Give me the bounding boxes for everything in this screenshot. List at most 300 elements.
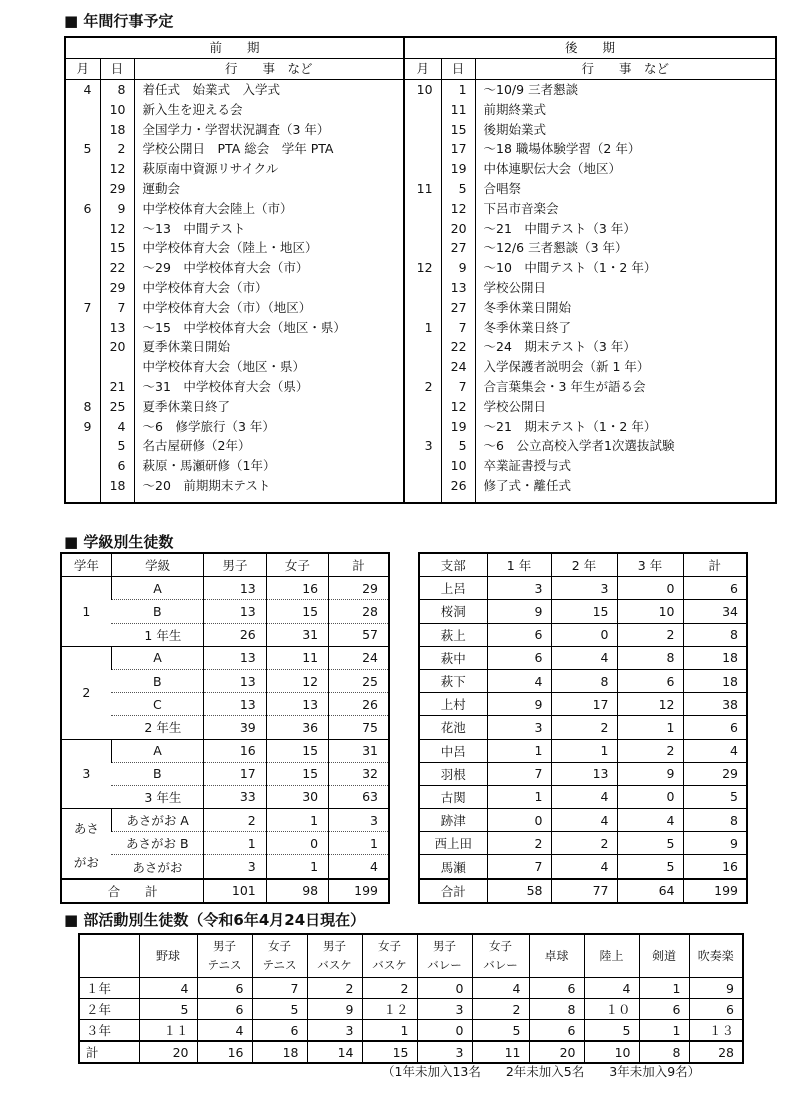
class-header: 学級 — [111, 553, 204, 577]
year1-count: 2 — [487, 832, 551, 855]
second-half-day: 27 — [441, 298, 475, 318]
district-name: 萩中 — [419, 646, 487, 669]
second-half-month — [404, 357, 441, 377]
schedule-row — [65, 120, 776, 140]
first-half-month — [65, 456, 100, 476]
first-half-day: 18 — [100, 476, 134, 496]
second-half-day: 7 — [441, 318, 475, 338]
district-row — [419, 762, 747, 785]
year2-count: 2 — [551, 716, 617, 739]
second-half-event: 中体連駅伝大会（地区） — [475, 159, 776, 179]
schedule-row — [65, 100, 776, 120]
class-total: 26 — [329, 693, 389, 716]
class-total: 32 — [329, 762, 389, 785]
first-half-month — [65, 100, 100, 120]
girls-header: 女子 — [266, 553, 328, 577]
second-half-month: 3 — [404, 436, 441, 456]
second-half-day: 19 — [441, 417, 475, 437]
year1-count: 9 — [487, 693, 551, 716]
class-name: 1 年生 — [111, 623, 204, 646]
club-name-header — [362, 934, 417, 978]
district-total: 18 — [683, 669, 747, 692]
first-half-event: 萩原・馬瀬研修（1年） — [134, 456, 404, 476]
year3-count: 0 — [617, 577, 683, 600]
second-half-event: 前期終業式 — [475, 100, 776, 120]
boys-count: 17 — [204, 762, 266, 785]
district-total: 29 — [683, 762, 747, 785]
grand-total-boys: 101 — [204, 879, 266, 903]
district-row — [419, 623, 747, 646]
class-row — [61, 577, 389, 600]
class-table — [60, 552, 390, 904]
club-name-header — [197, 934, 252, 978]
first-half-event: 中学校体育大会（陸上・地区） — [134, 238, 404, 258]
girls-count: 30 — [266, 785, 328, 808]
boys-count: 13 — [204, 600, 266, 623]
club-grade-label: １年 — [79, 978, 139, 999]
first-half-event: ～29 中学校体育大会（市） — [134, 258, 404, 278]
club-count: 1 — [639, 978, 689, 999]
class-total: 57 — [329, 623, 389, 646]
year3-count: 5 — [617, 855, 683, 879]
first-half-event: 夏季休業日開始 — [134, 337, 404, 357]
first-half-event: 名古屋研修（2年） — [134, 436, 404, 456]
first-half-month — [65, 377, 100, 397]
sum-header: 計 — [683, 553, 747, 577]
boys-count: 33 — [204, 785, 266, 808]
club-name-line1: 女子 — [378, 939, 401, 953]
first-half-month — [65, 278, 100, 298]
second-half-month: 10 — [404, 80, 441, 100]
club-name-header — [139, 934, 197, 978]
second-half-event: 学校公開日 — [475, 397, 776, 417]
district-row — [419, 785, 747, 808]
club-name-line2: バレー — [427, 958, 462, 972]
schedule-row — [65, 199, 776, 219]
year3-total: 64 — [617, 879, 683, 903]
club-name-line1: 剣道 — [651, 948, 676, 963]
club-count: 0 — [417, 978, 472, 999]
club-count: 5 — [472, 1020, 529, 1042]
girls-count: 15 — [266, 762, 328, 785]
boys-count: 3 — [204, 855, 266, 879]
second-half-day: 7 — [441, 377, 475, 397]
class-row — [61, 739, 389, 762]
schedule-row — [65, 476, 776, 496]
girls-count: 13 — [266, 693, 328, 716]
schedule-row — [65, 436, 776, 456]
first-half-event: ～15 中学校体育大会（地区・県） — [134, 318, 404, 338]
club-total-label: 計 — [79, 1041, 139, 1063]
schedule-row — [65, 377, 776, 397]
second-half-month — [404, 476, 441, 496]
second-half-month: 1 — [404, 318, 441, 338]
second-half-day: 24 — [441, 357, 475, 377]
year1-header: 1 年 — [487, 553, 551, 577]
club-count: 0 — [417, 1020, 472, 1042]
year2-count: 0 — [551, 623, 617, 646]
club-name-line2: バスケ — [372, 958, 407, 972]
first-half-month — [65, 318, 100, 338]
club-count: １２ — [362, 999, 417, 1020]
district-row — [419, 739, 747, 762]
schedule-row — [65, 397, 776, 417]
month-header: 月 — [404, 59, 441, 80]
club-count: 2 — [472, 999, 529, 1020]
first-half-event: 萩原南中資源リサイクル — [134, 159, 404, 179]
district-total: 18 — [683, 646, 747, 669]
first-half-day: 12 — [100, 219, 134, 239]
schedule-row — [65, 219, 776, 239]
schedule-row — [65, 139, 776, 159]
club-name-line2: テニス — [262, 958, 297, 972]
second-half-event: ～12/6 三者懇談（3 年） — [475, 238, 776, 258]
boys-count: 2 — [204, 809, 266, 832]
first-half-month: 8 — [83, 398, 92, 414]
first-half-month — [65, 159, 100, 179]
first-half-month — [65, 238, 100, 258]
club-total-count: 3 — [417, 1041, 472, 1063]
club-total-count: 8 — [639, 1041, 689, 1063]
first-half-month: 9 — [83, 418, 92, 434]
first-half-day: 7 — [100, 298, 134, 318]
district-row — [419, 716, 747, 739]
class-total: 75 — [329, 716, 389, 739]
year1-count: 3 — [487, 577, 551, 600]
schedule-row — [65, 179, 776, 199]
unaffiliated-footnote: （1年未加入13名 2年未加入5名 3年未加入9名） — [382, 1064, 701, 1079]
club-grade-label: ３年 — [79, 1020, 139, 1042]
first-half-month — [65, 436, 100, 456]
second-half-month — [404, 337, 441, 357]
schedule-row — [65, 456, 776, 476]
grade-label: 1 — [61, 577, 111, 647]
clubs-title: ■ 部活動別生徒数（令和6年4月24日現在） — [64, 911, 366, 929]
class-name: A — [111, 646, 204, 669]
year2-count: 4 — [551, 785, 617, 808]
district-total-row — [419, 879, 747, 903]
second-half-day: 15 — [441, 120, 475, 140]
year3-count: 1 — [617, 716, 683, 739]
district-total: 6 — [683, 716, 747, 739]
grade-label: 2 — [61, 646, 111, 739]
first-half-day: 8 — [100, 80, 134, 100]
club-name-header — [252, 934, 307, 978]
second-half-event: 下呂市音楽会 — [475, 199, 776, 219]
district-name: 西上田 — [419, 832, 487, 855]
girls-count: 1 — [266, 855, 328, 879]
first-half-event: 着任式 始業式 入学式 — [134, 80, 404, 100]
club-name-line2: テニス — [207, 958, 242, 972]
second-half-event: ～24 期末テスト（3 年） — [475, 337, 776, 357]
district-name: 萩下 — [419, 669, 487, 692]
second-half-month — [404, 397, 441, 417]
club-count: 6 — [529, 978, 584, 999]
club-total-count: 20 — [529, 1041, 584, 1063]
class-name: 3 年生 — [111, 785, 204, 808]
boys-count: 13 — [204, 646, 266, 669]
second-half-event: ～10 中間テスト（1・2 年） — [475, 258, 776, 278]
events-header: 行 事 など — [475, 59, 776, 80]
district-grand-total: 199 — [683, 879, 747, 903]
year2-count: 2 — [551, 832, 617, 855]
girls-count: 16 — [266, 577, 328, 600]
second-half-event: 合唱祭 — [475, 179, 776, 199]
district-row — [419, 600, 747, 623]
schedule-row — [65, 357, 776, 377]
first-half-event: ～6 修学旅行（3 年） — [134, 417, 404, 437]
schedule-row — [65, 159, 776, 179]
class-total: 28 — [329, 600, 389, 623]
club-count: 2 — [307, 978, 362, 999]
first-half-event: ～20 前期期末テスト — [134, 476, 404, 496]
year1-count: 1 — [487, 785, 551, 808]
class-total: 25 — [329, 669, 389, 692]
class-total-row — [61, 879, 389, 903]
year3-count: 8 — [617, 646, 683, 669]
second-half-day: 9 — [441, 258, 475, 278]
class-name: C — [111, 693, 204, 716]
first-half-event: 運動会 — [134, 179, 404, 199]
boys-header: 男子 — [204, 553, 266, 577]
district-name: 古関 — [419, 785, 487, 808]
year2-count: 3 — [551, 577, 617, 600]
club-name-line1: 卓球 — [544, 948, 569, 963]
second-half-event: ～21 中間テスト（3 年） — [475, 219, 776, 239]
district-name: 桜洞 — [419, 600, 487, 623]
grade-label — [61, 809, 111, 879]
grade-header: 学年 — [61, 553, 111, 577]
year3-count: 6 — [617, 669, 683, 692]
club-name-header — [417, 934, 472, 978]
club-name-header — [639, 934, 689, 978]
year1-count: 0 — [487, 809, 551, 832]
second-half-event: 入学保護者説明会（新 1 年） — [475, 357, 776, 377]
second-half-month — [404, 238, 441, 258]
year1-total: 58 — [487, 879, 551, 903]
second-half-month — [404, 100, 441, 120]
district-total: 8 — [683, 623, 747, 646]
district-row — [419, 646, 747, 669]
district-total: 8 — [683, 809, 747, 832]
second-half-day: 10 — [441, 456, 475, 476]
second-half-day: 17 — [441, 139, 475, 159]
second-half-event: 合言葉集会・3 年生が語る会 — [475, 377, 776, 397]
year1-count: 6 — [487, 623, 551, 646]
second-half-day: 26 — [441, 476, 475, 496]
year3-header: 3 年 — [617, 553, 683, 577]
second-half-month: 2 — [404, 377, 441, 397]
club-header-row — [79, 934, 743, 978]
second-half-day: 27 — [441, 238, 475, 258]
grand-total-girls: 98 — [266, 879, 328, 903]
district-row — [419, 809, 747, 832]
district-row — [419, 832, 747, 855]
club-grade-row — [79, 999, 743, 1020]
class-total: 1 — [329, 832, 389, 855]
club-count: １３ — [689, 1020, 743, 1042]
second-half-day: 22 — [441, 337, 475, 357]
district-total: 6 — [683, 577, 747, 600]
second-half-event: 修了式・離任式 — [475, 476, 776, 496]
district-total: 9 — [683, 832, 747, 855]
year1-count: 4 — [487, 669, 551, 692]
club-total-count: 18 — [252, 1041, 307, 1063]
events-header: 行 事 など — [134, 59, 404, 80]
second-half-event: ～10/9 三者懇談 — [475, 80, 776, 100]
first-half-month — [65, 179, 100, 199]
club-count: 4 — [584, 978, 639, 999]
club-count: 6 — [529, 1020, 584, 1042]
schedule-row — [65, 417, 776, 437]
boys-count: 13 — [204, 577, 266, 600]
first-half-month — [65, 219, 100, 239]
district-row — [419, 693, 747, 716]
second-half-event: 冬季休業日終了 — [475, 318, 776, 338]
first-half-day: 20 — [100, 337, 134, 357]
girls-count: 36 — [266, 716, 328, 739]
second-half-month — [404, 219, 441, 239]
class-name: あさがお B — [111, 832, 204, 855]
classes-title: ■ 学級別生徒数 — [64, 533, 174, 551]
first-half-event: 中学校体育大会陸上（市） — [134, 199, 404, 219]
first-half-event: 全国学力・学習状況調査（3 年） — [134, 120, 404, 140]
club-name-line1: 野球 — [155, 948, 180, 963]
district-total: 16 — [683, 855, 747, 879]
second-half-event: 後期始業式 — [475, 120, 776, 140]
club-total-count: 11 — [472, 1041, 529, 1063]
club-total-count: 20 — [139, 1041, 197, 1063]
club-name-header — [472, 934, 529, 978]
second-half-event: ～21 期末テスト（1・2 年） — [475, 417, 776, 437]
first-half-month: 7 — [83, 299, 92, 315]
club-name-line1: 吹奏楽 — [697, 948, 734, 963]
district-name: 馬瀬 — [419, 855, 487, 879]
schedule-row — [65, 318, 776, 338]
schedule-row — [65, 258, 776, 278]
first-half-day: 4 — [100, 417, 134, 437]
club-count: 1 — [639, 1020, 689, 1042]
club-name-line2: バスケ — [317, 958, 352, 972]
district-name: 羽根 — [419, 762, 487, 785]
boys-count: 16 — [204, 739, 266, 762]
club-table — [78, 933, 744, 1064]
year2-count: 17 — [551, 693, 617, 716]
year2-count: 8 — [551, 669, 617, 692]
first-half-month — [65, 357, 100, 377]
second-half-day: 5 — [441, 436, 475, 456]
year2-count: 13 — [551, 762, 617, 785]
year1-count: 9 — [487, 600, 551, 623]
second-half-month — [404, 456, 441, 476]
club-count: 6 — [197, 978, 252, 999]
boys-count: 39 — [204, 716, 266, 739]
boys-count: 26 — [204, 623, 266, 646]
year1-count: 6 — [487, 646, 551, 669]
club-count: 6 — [197, 999, 252, 1020]
girls-count: 1 — [266, 809, 328, 832]
year1-count: 7 — [487, 855, 551, 879]
first-half-month — [65, 120, 100, 140]
schedule-title: ■ 年間行事予定 — [64, 12, 174, 30]
first-half-day: 12 — [100, 159, 134, 179]
club-count: 6 — [639, 999, 689, 1020]
club-total-count: 28 — [689, 1041, 743, 1063]
first-half-day: 2 — [100, 139, 134, 159]
club-grade-row — [79, 978, 743, 999]
year3-count: 10 — [617, 600, 683, 623]
club-count: 5 — [252, 999, 307, 1020]
second-half-event: ～6 公立高校入学者1次選抜試験 — [475, 436, 776, 456]
club-count: 1 — [362, 1020, 417, 1042]
class-total: 4 — [329, 855, 389, 879]
year1-count: 3 — [487, 716, 551, 739]
club-name-line1: 男子 — [323, 939, 346, 953]
second-half-event: ～18 職場体験学習（2 年） — [475, 139, 776, 159]
second-half-month — [404, 120, 441, 140]
second-half-header: 後 期 — [404, 37, 776, 59]
club-count: 9 — [689, 978, 743, 999]
grade-label: 3 — [61, 739, 111, 809]
first-half-day: 29 — [100, 179, 134, 199]
club-name-line1: 男子 — [213, 939, 236, 953]
club-total-row — [79, 1041, 743, 1063]
first-half-day: 22 — [100, 258, 134, 278]
second-half-day: 12 — [441, 199, 475, 219]
district-table — [418, 552, 748, 904]
year3-count: 9 — [617, 762, 683, 785]
grand-total-label: 合 計 — [61, 879, 204, 903]
year3-count: 2 — [617, 623, 683, 646]
class-name: あさがお — [111, 855, 204, 879]
class-name: B — [111, 600, 204, 623]
year1-count: 7 — [487, 762, 551, 785]
second-half-event: 学校公開日 — [475, 278, 776, 298]
second-half-month — [404, 298, 441, 318]
girls-count: 11 — [266, 646, 328, 669]
second-half-event: 冬季休業日開始 — [475, 298, 776, 318]
club-count: 4 — [139, 978, 197, 999]
district-name: 花池 — [419, 716, 487, 739]
first-half-day: 29 — [100, 278, 134, 298]
boys-count: 13 — [204, 693, 266, 716]
second-half-day: 1 — [441, 80, 475, 100]
club-count: 5 — [139, 999, 197, 1020]
first-half-day — [100, 357, 134, 377]
second-half-day: 13 — [441, 278, 475, 298]
year2-header: 2 年 — [551, 553, 617, 577]
district-row — [419, 577, 747, 600]
district-name: 跡津 — [419, 809, 487, 832]
first-half-day: 25 — [100, 397, 134, 417]
boys-count: 1 — [204, 832, 266, 855]
second-half-month — [404, 278, 441, 298]
class-row — [61, 646, 389, 669]
girls-count: 15 — [266, 739, 328, 762]
club-name-line2: バレー — [483, 958, 518, 972]
club-corner — [79, 934, 139, 978]
club-name-line1: 陸上 — [599, 948, 624, 963]
year2-count: 4 — [551, 809, 617, 832]
district-name: 萩上 — [419, 623, 487, 646]
second-half-day: 19 — [441, 159, 475, 179]
year3-count: 12 — [617, 693, 683, 716]
district-row — [419, 669, 747, 692]
club-name-line1: 女子 — [268, 939, 291, 953]
first-half-event: 新入生を迎える会 — [134, 100, 404, 120]
club-count: 9 — [307, 999, 362, 1020]
first-half-day: 5 — [100, 436, 134, 456]
